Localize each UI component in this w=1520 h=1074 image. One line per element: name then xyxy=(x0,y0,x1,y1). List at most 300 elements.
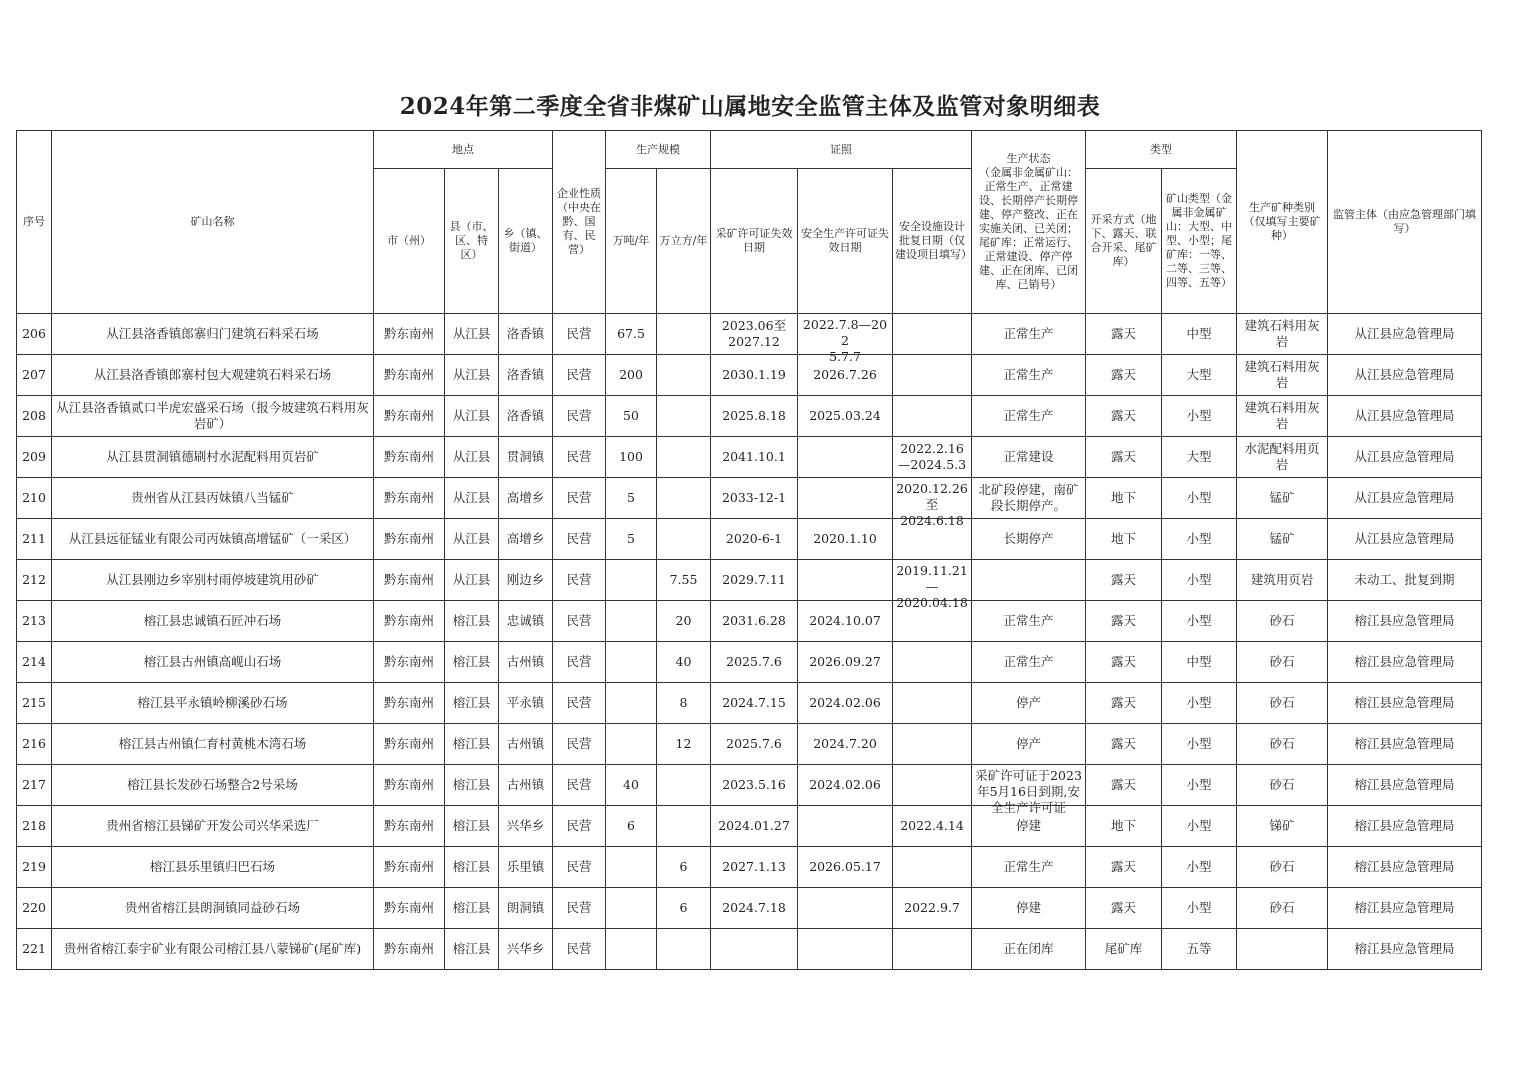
cell-scale-cubic-text: 40 xyxy=(675,654,692,669)
cell-town xyxy=(499,601,553,642)
cell-scale-cubic xyxy=(657,601,711,642)
cell-scale-tons xyxy=(606,437,657,478)
cell-mineral-text: 水泥配料用页岩 xyxy=(1244,441,1320,472)
cell-county xyxy=(445,355,499,396)
cell-nature xyxy=(553,314,606,355)
cell-seq-text: 214 xyxy=(22,654,46,669)
cell-safety-permit-date-text: 2024.02.06 xyxy=(809,695,881,710)
cell-supervisor-text: 从江县应急管理局 xyxy=(1354,408,1455,423)
cell-nature-text: 民营 xyxy=(566,531,592,546)
cell-status-text: 正常建设 xyxy=(1003,449,1054,464)
cell-city xyxy=(374,642,445,683)
cell-mine-type-text: 小型 xyxy=(1186,408,1212,423)
cell-seq xyxy=(17,601,52,642)
cell-town-text: 洛香镇 xyxy=(506,408,545,423)
cell-design-approval-date xyxy=(893,847,972,888)
cell-town xyxy=(499,683,553,724)
cell-mineral-text: 建筑石料用灰岩 xyxy=(1244,318,1320,349)
cell-supervisor-text: 榕江县应急管理局 xyxy=(1354,777,1455,792)
cell-mining-permit-date xyxy=(711,396,798,437)
cell-mineral-text: 建筑石料用灰岩 xyxy=(1244,359,1320,390)
cell-nature xyxy=(553,929,606,970)
cell-design-approval-date xyxy=(893,683,972,724)
cell-supervisor xyxy=(1328,355,1482,396)
cell-supervisor-text: 从江县应急管理局 xyxy=(1354,449,1455,464)
cell-county xyxy=(445,929,499,970)
cell-mine-name-text: 从江县洛香镇郎寨村包大观建筑石料采石场 xyxy=(93,367,332,382)
cell-town xyxy=(499,437,553,478)
cell-method xyxy=(1086,314,1162,355)
cell-mineral xyxy=(1237,437,1328,478)
cell-nature-text: 民营 xyxy=(566,613,592,628)
cell-nature-text: 民营 xyxy=(566,490,592,505)
cell-town xyxy=(499,355,553,396)
cell-mine-type-text: 小型 xyxy=(1186,531,1212,546)
cell-mineral xyxy=(1237,355,1328,396)
cell-status-text: 正在闭库 xyxy=(1003,941,1054,956)
cell-safety-permit-date xyxy=(798,396,893,437)
cell-nature xyxy=(553,888,606,929)
cell-design-approval-date xyxy=(893,642,972,683)
cell-city xyxy=(374,601,445,642)
cell-city-text: 黔东南州 xyxy=(383,326,434,341)
cell-seq-text: 210 xyxy=(22,490,46,505)
cell-town-text: 古州镇 xyxy=(506,777,545,792)
cell-supervisor-text: 榕江县应急管理局 xyxy=(1354,613,1455,628)
cell-seq xyxy=(17,314,52,355)
cell-mine-type-text: 五等 xyxy=(1186,941,1212,956)
header-name: 矿山名称 xyxy=(52,131,374,314)
cell-mine-type-text: 小型 xyxy=(1186,818,1212,833)
cell-mine-type xyxy=(1162,806,1237,847)
cell-scale-tons-text: 67.5 xyxy=(617,326,645,341)
cell-city-text: 黔东南州 xyxy=(383,449,434,464)
cell-scale-cubic-text: 6 xyxy=(679,900,688,915)
cell-safety-permit-date xyxy=(798,888,893,929)
cell-mining-permit-date-text: 2024.7.18 xyxy=(722,900,786,915)
cell-supervisor xyxy=(1328,437,1482,478)
cell-mine-type xyxy=(1162,396,1237,437)
cell-nature xyxy=(553,847,606,888)
cell-town xyxy=(499,724,553,765)
cell-town-text: 洛香镇 xyxy=(506,326,545,341)
cell-seq-text: 211 xyxy=(22,531,46,546)
cell-mine-type-text: 小型 xyxy=(1186,900,1212,915)
cell-scale-tons xyxy=(606,683,657,724)
cell-nature xyxy=(553,806,606,847)
cell-nature xyxy=(553,601,606,642)
cell-city xyxy=(374,478,445,519)
cell-nature-text: 民营 xyxy=(566,654,592,669)
cell-supervisor xyxy=(1328,888,1482,929)
cell-mining-permit-date xyxy=(711,847,798,888)
cell-scale-tons-text: 50 xyxy=(623,408,639,423)
cell-seq xyxy=(17,888,52,929)
cell-safety-permit-date-text: 2022.7.8—202 5.7.7 xyxy=(802,317,888,364)
cell-county-text: 从江县 xyxy=(452,531,491,546)
cell-method xyxy=(1086,560,1162,601)
cell-mine-name xyxy=(52,724,374,765)
cell-mine-type-text: 小型 xyxy=(1186,695,1212,710)
cell-safety-permit-date xyxy=(798,478,893,519)
cell-county-text: 榕江县 xyxy=(452,777,491,792)
cell-mine-name xyxy=(52,355,374,396)
cell-status xyxy=(972,683,1086,724)
cell-supervisor xyxy=(1328,929,1482,970)
cell-mineral xyxy=(1237,765,1328,806)
cell-mine-name-text: 榕江县古州镇仁育村黄桃木湾石场 xyxy=(118,736,307,751)
cell-scale-cubic xyxy=(657,478,711,519)
cell-nature-text: 民营 xyxy=(566,859,592,874)
cell-method xyxy=(1086,847,1162,888)
cell-method xyxy=(1086,724,1162,765)
cell-mining-permit-date xyxy=(711,683,798,724)
cell-county-text: 榕江县 xyxy=(452,736,491,751)
cell-nature xyxy=(553,355,606,396)
cell-mining-permit-date xyxy=(711,642,798,683)
cell-mining-permit-date xyxy=(711,929,798,970)
table-row xyxy=(17,601,1482,642)
cell-method-text: 露天 xyxy=(1110,367,1136,382)
cell-mine-type-text: 小型 xyxy=(1186,859,1212,874)
cell-town-text: 高增乡 xyxy=(506,531,545,546)
cell-mineral-text: 砂石 xyxy=(1269,736,1295,751)
cell-county-text: 榕江县 xyxy=(452,654,491,669)
cell-method xyxy=(1086,806,1162,847)
cell-town-text: 刚边乡 xyxy=(506,572,545,587)
cell-town-text: 贯洞镇 xyxy=(506,449,545,464)
cell-design-approval-date xyxy=(893,355,972,396)
cell-town-text: 高增乡 xyxy=(506,490,545,505)
cell-scale-cubic-text: 20 xyxy=(675,613,692,628)
cell-scale-tons xyxy=(606,355,657,396)
table-row xyxy=(17,806,1482,847)
cell-status xyxy=(972,847,1086,888)
cell-nature-text: 民营 xyxy=(566,326,592,341)
cell-nature-text: 民营 xyxy=(566,449,592,464)
cell-scale-tons xyxy=(606,519,657,560)
cell-mining-permit-date-text: 2025.7.6 xyxy=(726,654,782,669)
cell-supervisor-text: 榕江县应急管理局 xyxy=(1354,941,1455,956)
cell-mine-name-text: 榕江县乐里镇归巴石场 xyxy=(149,859,275,874)
table-row xyxy=(17,724,1482,765)
table-row xyxy=(17,765,1482,806)
cell-mine-type xyxy=(1162,847,1237,888)
cell-supervisor xyxy=(1328,724,1482,765)
cell-mine-name xyxy=(52,437,374,478)
cell-county-text: 榕江县 xyxy=(452,941,491,956)
cell-supervisor-text: 榕江县应急管理局 xyxy=(1354,859,1455,874)
cell-mining-permit-date xyxy=(711,478,798,519)
cell-mining-permit-date-text: 2025.7.6 xyxy=(726,736,782,751)
cell-seq xyxy=(17,806,52,847)
cell-supervisor-text: 榕江县应急管理局 xyxy=(1354,654,1455,669)
cell-scale-cubic xyxy=(657,806,711,847)
cell-scale-tons xyxy=(606,396,657,437)
cell-design-approval-date xyxy=(893,314,972,355)
cell-mine-name xyxy=(52,314,374,355)
cell-city-text: 黔东南州 xyxy=(383,777,434,792)
cell-county xyxy=(445,396,499,437)
cell-method-text: 露天 xyxy=(1110,408,1136,423)
cell-city-text: 黔东南州 xyxy=(383,941,434,956)
cell-mine-name-text: 贵州省榕江泰宇矿业有限公司榕江县八蒙锑矿(尾矿库) xyxy=(63,941,362,956)
cell-mining-permit-date-text: 2029.7.11 xyxy=(722,572,786,587)
cell-nature xyxy=(553,519,606,560)
cell-city-text: 黔东南州 xyxy=(383,572,434,587)
cell-scale-tons xyxy=(606,314,657,355)
cell-scale-tons xyxy=(606,478,657,519)
cell-town-text: 兴华乡 xyxy=(506,941,545,956)
cell-city xyxy=(374,724,445,765)
cell-mine-name-text: 贵州省从江县丙妹镇八当锰矿 xyxy=(131,490,294,505)
cell-supervisor xyxy=(1328,765,1482,806)
cell-town-text: 古州镇 xyxy=(506,654,545,669)
cell-mining-permit-date-text: 2033-12-1 xyxy=(721,490,787,505)
cell-mine-type xyxy=(1162,765,1237,806)
cell-scale-tons xyxy=(606,888,657,929)
cell-mine-type-text: 中型 xyxy=(1186,326,1212,341)
cell-scale-tons xyxy=(606,601,657,642)
header-scale-tons: 万吨/年 xyxy=(606,169,657,314)
cell-mineral xyxy=(1237,560,1328,601)
cell-city xyxy=(374,560,445,601)
cell-mine-name xyxy=(52,560,374,601)
cell-mine-name-text: 从江县贯洞镇德刷村水泥配料用页岩矿 xyxy=(106,449,319,464)
cell-city xyxy=(374,888,445,929)
cell-status xyxy=(972,560,1086,601)
header-mining-permit: 采矿许可证失效日期 xyxy=(711,169,798,314)
cell-seq xyxy=(17,929,52,970)
cell-county xyxy=(445,847,499,888)
cell-seq-text: 216 xyxy=(22,736,46,751)
cell-seq xyxy=(17,765,52,806)
table-row xyxy=(17,683,1482,724)
cell-town-text: 朗洞镇 xyxy=(506,900,545,915)
cell-status-text: 正常生产 xyxy=(1003,367,1054,382)
cell-scale-cubic-text: 7.55 xyxy=(669,572,698,587)
cell-county xyxy=(445,478,499,519)
cell-nature-text: 民营 xyxy=(566,408,592,423)
cell-method-text: 地下 xyxy=(1110,490,1136,505)
cell-county-text: 从江县 xyxy=(452,367,491,382)
cell-method-text: 尾矿库 xyxy=(1104,941,1143,956)
cell-supervisor xyxy=(1328,396,1482,437)
cell-mine-type xyxy=(1162,314,1237,355)
header-mine-type: 矿山类型（金属非金属矿山：大型、中型、小型；尾矿库：一等、二等、三等、四等、五等） xyxy=(1162,169,1237,314)
cell-supervisor xyxy=(1328,601,1482,642)
cell-mine-name-text: 榕江县忠诚镇石匠冲石场 xyxy=(143,613,282,628)
cell-status xyxy=(972,437,1086,478)
cell-nature xyxy=(553,437,606,478)
cell-scale-cubic xyxy=(657,560,711,601)
cell-design-approval-date xyxy=(893,396,972,437)
header-county: 县（市、区、特区） xyxy=(445,169,499,314)
cell-county xyxy=(445,683,499,724)
cell-nature xyxy=(553,642,606,683)
cell-city-text: 黔东南州 xyxy=(383,613,434,628)
cell-scale-tons xyxy=(606,929,657,970)
cell-status xyxy=(972,601,1086,642)
cell-method xyxy=(1086,888,1162,929)
cell-design-approval-date xyxy=(893,765,972,806)
cell-mine-name xyxy=(52,929,374,970)
cell-town xyxy=(499,929,553,970)
cell-town-text: 古州镇 xyxy=(506,736,545,751)
cell-scale-cubic xyxy=(657,437,711,478)
cell-mining-permit-date xyxy=(711,437,798,478)
cell-city-text: 黔东南州 xyxy=(383,531,434,546)
cell-nature xyxy=(553,560,606,601)
cell-mine-name-text: 从江县洛香镇郎寨归门建筑石料采石场 xyxy=(106,326,319,341)
cell-mining-permit-date-text: 2024.01.27 xyxy=(718,818,790,833)
cell-status-text: 长期停产 xyxy=(1003,531,1054,546)
cell-supervisor xyxy=(1328,806,1482,847)
cell-mining-permit-date-text: 2025.8.18 xyxy=(722,408,786,423)
cell-mineral-text: 建筑用页岩 xyxy=(1250,572,1314,587)
cell-mining-permit-date xyxy=(711,560,798,601)
cell-seq-text: 213 xyxy=(22,613,46,628)
cell-status-text: 正常生产 xyxy=(1003,613,1054,628)
cell-method xyxy=(1086,355,1162,396)
cell-city-text: 黔东南州 xyxy=(383,408,434,423)
cell-status-text: 正常生产 xyxy=(1003,654,1054,669)
cell-mining-permit-date-text: 2023.06至 2027.12 xyxy=(721,318,787,349)
cell-mine-name xyxy=(52,888,374,929)
cell-method xyxy=(1086,519,1162,560)
cell-seq xyxy=(17,478,52,519)
cell-design-approval-date xyxy=(893,806,972,847)
cell-mine-type xyxy=(1162,437,1237,478)
cell-county-text: 榕江县 xyxy=(452,613,491,628)
cell-nature-text: 民营 xyxy=(566,367,592,382)
cell-scale-tons-text: 100 xyxy=(619,449,643,464)
cell-mine-type xyxy=(1162,929,1237,970)
cell-city xyxy=(374,683,445,724)
cell-safety-permit-date xyxy=(798,683,893,724)
cell-county-text: 从江县 xyxy=(452,449,491,464)
cell-scale-cubic xyxy=(657,847,711,888)
cell-mine-name xyxy=(52,519,374,560)
cell-city xyxy=(374,396,445,437)
cell-mineral xyxy=(1237,519,1328,560)
header-scale: 生产规模 xyxy=(606,131,711,169)
cell-mine-type-text: 小型 xyxy=(1186,613,1212,628)
cell-mineral xyxy=(1237,601,1328,642)
cell-mineral xyxy=(1237,314,1328,355)
cell-mine-name-text: 从江县洛香镇贰口半虎宏盛采石场（报今坡建筑石料用灰岩矿） xyxy=(56,400,369,431)
cell-city xyxy=(374,765,445,806)
cell-mine-type-text: 大型 xyxy=(1186,367,1212,382)
cell-safety-permit-date xyxy=(798,847,893,888)
cell-town-text: 洛香镇 xyxy=(506,367,545,382)
cell-design-approval-date-text: 2022.2.16 —2024.5.3 xyxy=(897,441,967,472)
cell-scale-tons-text: 6 xyxy=(627,818,635,833)
cell-mineral-text: 砂石 xyxy=(1269,654,1295,669)
cell-scale-cubic-text: 6 xyxy=(679,859,688,874)
cell-status xyxy=(972,724,1086,765)
cell-seq xyxy=(17,642,52,683)
cell-seq-text: 212 xyxy=(22,572,46,587)
cell-city-text: 黔东南州 xyxy=(383,695,434,710)
cell-city xyxy=(374,929,445,970)
cell-county-text: 从江县 xyxy=(452,490,491,505)
header-location: 地点 xyxy=(374,131,553,169)
cell-mine-name xyxy=(52,683,374,724)
cell-town-text: 忠诚镇 xyxy=(506,613,545,628)
cell-method-text: 露天 xyxy=(1110,695,1136,710)
mine-table xyxy=(16,130,1482,970)
cell-safety-permit-date xyxy=(798,765,893,806)
cell-safety-permit-date xyxy=(798,642,893,683)
cell-mineral xyxy=(1237,929,1328,970)
cell-mine-name-text: 榕江县古州镇高岘山石场 xyxy=(143,654,282,669)
cell-mineral xyxy=(1237,724,1328,765)
cell-mineral xyxy=(1237,806,1328,847)
cell-scale-cubic xyxy=(657,888,711,929)
cell-status xyxy=(972,519,1086,560)
cell-scale-tons xyxy=(606,724,657,765)
cell-mine-type xyxy=(1162,560,1237,601)
cell-method-text: 露天 xyxy=(1110,777,1136,792)
cell-method-text: 露天 xyxy=(1110,326,1136,341)
cell-status xyxy=(972,355,1086,396)
cell-city-text: 黔东南州 xyxy=(383,654,434,669)
header-mineral: 生产矿种类别（仅填写主要矿种） xyxy=(1237,131,1328,314)
cell-seq-text: 215 xyxy=(22,695,46,710)
cell-city-text: 黔东南州 xyxy=(383,818,434,833)
cell-scale-tons xyxy=(606,806,657,847)
cell-county-text: 榕江县 xyxy=(452,859,491,874)
cell-city-text: 黔东南州 xyxy=(383,900,434,915)
cell-safety-permit-date xyxy=(798,560,893,601)
cell-safety-permit-date-text: 2026.09.27 xyxy=(809,654,881,669)
cell-nature-text: 民营 xyxy=(566,941,592,956)
cell-county xyxy=(445,519,499,560)
cell-scale-tons xyxy=(606,642,657,683)
cell-mine-name xyxy=(52,601,374,642)
cell-status xyxy=(972,765,1086,815)
cell-city xyxy=(374,355,445,396)
cell-safety-permit-date xyxy=(798,724,893,765)
cell-seq-text: 207 xyxy=(22,367,46,382)
table-row xyxy=(17,560,1482,601)
cell-nature xyxy=(553,396,606,437)
header-license: 证照 xyxy=(711,131,972,169)
cell-nature xyxy=(553,724,606,765)
table-row xyxy=(17,437,1482,478)
cell-seq-text: 220 xyxy=(22,900,46,915)
cell-county xyxy=(445,437,499,478)
table-row xyxy=(17,396,1482,437)
cell-status xyxy=(972,478,1086,519)
cell-mine-type-text: 小型 xyxy=(1186,777,1212,792)
cell-scale-tons xyxy=(606,847,657,888)
cell-method xyxy=(1086,683,1162,724)
cell-county xyxy=(445,642,499,683)
cell-method xyxy=(1086,437,1162,478)
cell-mine-type xyxy=(1162,724,1237,765)
cell-mine-name-text: 榕江县平永镇岭柳溪砂石场 xyxy=(137,695,288,710)
cell-method xyxy=(1086,765,1162,806)
cell-mine-type-text: 小型 xyxy=(1186,572,1212,587)
cell-mine-name xyxy=(52,806,374,847)
cell-seq-text: 208 xyxy=(22,408,46,423)
cell-nature-text: 民营 xyxy=(566,736,592,751)
cell-seq-text: 209 xyxy=(22,449,46,464)
table-row xyxy=(17,929,1482,970)
cell-mine-type xyxy=(1162,355,1237,396)
